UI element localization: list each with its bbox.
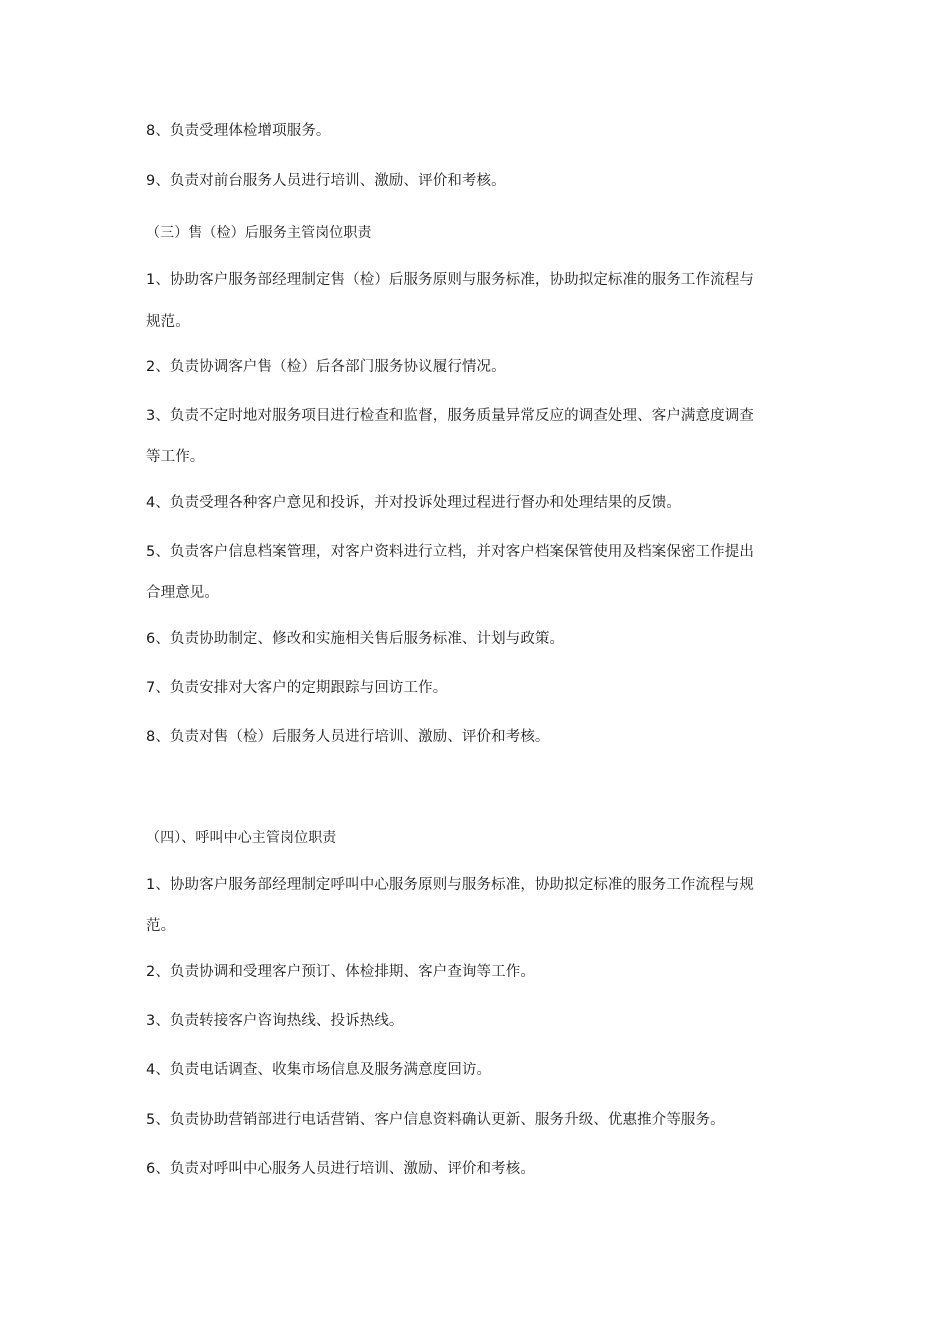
section3-item-1-line2: 规范。 <box>146 314 190 330</box>
section3-item-2: 2、负责协调客户售（检）后各部门服务协议履行情况。 <box>146 359 506 375</box>
section4-item-1-line2: 范。 <box>146 918 176 934</box>
section4-item-4: 4、负责电话调查、收集市场信息及服务满意度回访。 <box>146 1062 492 1078</box>
section4-item-1-line1: 1、协助客户服务部经理制定呼叫中心服务原则与服务标准，协助拟定标准的服务工作流程与规 <box>146 877 754 893</box>
section3-item-7: 7、负责安排对大客户的定期跟踪与回访工作。 <box>146 680 448 696</box>
section-heading-3: （三）售（检）后服务主管岗位职责 <box>146 225 372 241</box>
section3-item-6: 6、负责协助制定、修改和实施相关售后服务标准、计划与政策。 <box>146 631 565 647</box>
section3-item-8: 8、负责对售（检）后服务人员进行培训、激励、评价和考核。 <box>146 729 550 745</box>
section4-item-3: 3、负责转接客户咨询热线、投诉热线。 <box>146 1013 404 1029</box>
section4-item-2: 2、负责协调和受理客户预订、体检排期、客户查询等工作。 <box>146 964 535 980</box>
section3-item-5-line2: 合理意见。 <box>146 585 219 601</box>
paragraph-item-8: 8、负责受理体检增项服务。 <box>146 123 331 139</box>
section4-item-6: 6、负责对呼叫中心服务人员进行培训、激励、评价和考核。 <box>146 1161 535 1177</box>
section3-item-3-line2: 等工作。 <box>146 449 205 465</box>
section4-item-5: 5、负责协助营销部进行电话营销、客户信息资料确认更新、服务升级、优惠推介等服务。 <box>146 1112 725 1128</box>
section3-item-4: 4、负责受理各种客户意见和投诉，并对投诉处理过程进行督办和处理结果的反馈。 <box>146 495 681 511</box>
section-heading-4: （四）、呼叫中心主管岗位职责 <box>146 830 337 846</box>
section3-item-5-line1: 5、负责客户信息档案管理，对客户资料进行立档，并对客户档案保管使用及档案保密工作提出 <box>146 544 754 560</box>
section3-item-1-line1: 1、协助客户服务部经理制定售（检）后服务原则与服务标准，协助拟定标准的服务工作流程与 <box>146 272 754 288</box>
section3-item-3-line1: 3、负责不定时地对服务项目进行检查和监督，服务质量异常反应的调查处理、客户满意度调查 <box>146 408 754 424</box>
paragraph-item-9: 9、负责对前台服务人员进行培训、激励、评价和考核。 <box>146 173 506 189</box>
